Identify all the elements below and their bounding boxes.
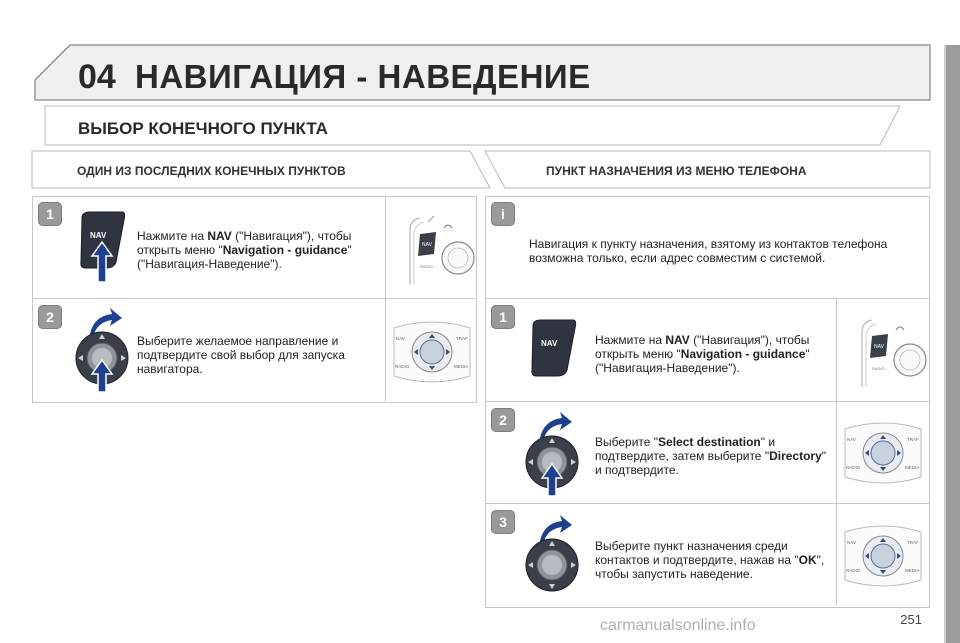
left-thumb-divider xyxy=(385,196,386,401)
left-subtitle: ОДИН ИЗ ПОСЛЕДНИХ КОНЕЧНЫХ ПУНКТОВ xyxy=(77,164,346,178)
right-divider-2 xyxy=(485,401,930,402)
svg-text:RADIO: RADIO xyxy=(395,364,410,369)
svg-text:RADIO: RADIO xyxy=(872,366,885,371)
section-title: ВЫБОР КОНЕЧНОГО ПУНКТА xyxy=(78,119,328,138)
svg-text:MEDIA: MEDIA xyxy=(905,568,920,573)
nav-button-icon xyxy=(76,210,128,285)
chapter-number: 04 xyxy=(78,58,116,96)
svg-text:RADIO: RADIO xyxy=(420,264,433,269)
control-panel-thumbnail xyxy=(843,419,923,487)
nav-button-label: NAV xyxy=(541,339,558,348)
right-step-badge-2: 2 xyxy=(491,408,515,432)
page-number: 251 xyxy=(900,612,922,627)
left-step-divider xyxy=(32,298,477,299)
chapter-title: НАВИГАЦИЯ - НАВЕДЕНИЕ xyxy=(135,58,591,95)
svg-text:TRAF: TRAF xyxy=(907,437,919,442)
svg-text:NAV: NAV xyxy=(847,540,856,545)
left-step-1-text: Нажмите на NAV ("Навигация"), чтобы открыть меню "Navigation - guidance" ("Навигация-Наведение"). xyxy=(137,229,352,271)
dashboard-nav-thumbnail xyxy=(400,210,475,290)
right-step-1-text: Нажмите на NAV ("Навигация"), чтобы открыть меню "Navigation - guidance" ("Навигация-Наведение"). xyxy=(595,333,810,375)
right-thumb-divider xyxy=(836,298,837,606)
step-badge-2: 2 xyxy=(38,305,62,329)
svg-text:NAV: NAV xyxy=(396,336,405,341)
rotary-knob-icon xyxy=(72,308,134,393)
right-step-badge-1: 1 xyxy=(491,305,515,329)
right-step-2-text: Выберите "Select destination" и подтвердите, затем выберите "Directory" и подтвердите. xyxy=(595,435,827,477)
svg-text:RADIO: RADIO xyxy=(846,465,861,470)
right-step-badge-3: 3 xyxy=(491,510,515,534)
nav-button-icon xyxy=(527,318,579,393)
svg-text:NAV: NAV xyxy=(422,242,432,248)
info-badge: i xyxy=(491,202,515,226)
svg-text:NAV: NAV xyxy=(874,344,884,350)
svg-text:MEDIA: MEDIA xyxy=(454,364,469,369)
rotary-knob-icon xyxy=(522,412,584,497)
svg-text:RADIO: RADIO xyxy=(846,568,861,573)
svg-text:TRAF: TRAF xyxy=(456,336,468,341)
right-divider-3 xyxy=(485,503,930,504)
right-step-3-text: Выберите пункт назначения среди контактов и подтвердите, нажав на "OK", чтобы запустить наведение. xyxy=(595,539,825,581)
step-badge-1: 1 xyxy=(38,202,62,226)
control-panel-thumbnail xyxy=(392,318,472,386)
control-panel-thumbnail xyxy=(843,522,923,590)
left-step-2-text: Выберите желаемое направление и подтвердите свой выбор для запуска навигатора. xyxy=(137,334,345,376)
rotary-knob-icon xyxy=(522,515,584,600)
dashboard-nav-thumbnail xyxy=(852,312,927,392)
nav-button-label: NAV xyxy=(90,231,107,240)
right-subtitle: ПУНКТ НАЗНАЧЕНИЯ ИЗ МЕНЮ ТЕЛЕФОНА xyxy=(546,164,807,178)
info-text: Навигация к пункту назначения, взятому из контактов телефона возможна только, если адрес совместим с системой. xyxy=(529,237,888,265)
svg-text:TRAF: TRAF xyxy=(907,540,919,545)
right-divider-1 xyxy=(485,298,930,299)
svg-text:MEDIA: MEDIA xyxy=(905,465,920,470)
svg-text:NAV: NAV xyxy=(847,437,856,442)
watermark: carmanualsonline.info xyxy=(600,617,756,634)
